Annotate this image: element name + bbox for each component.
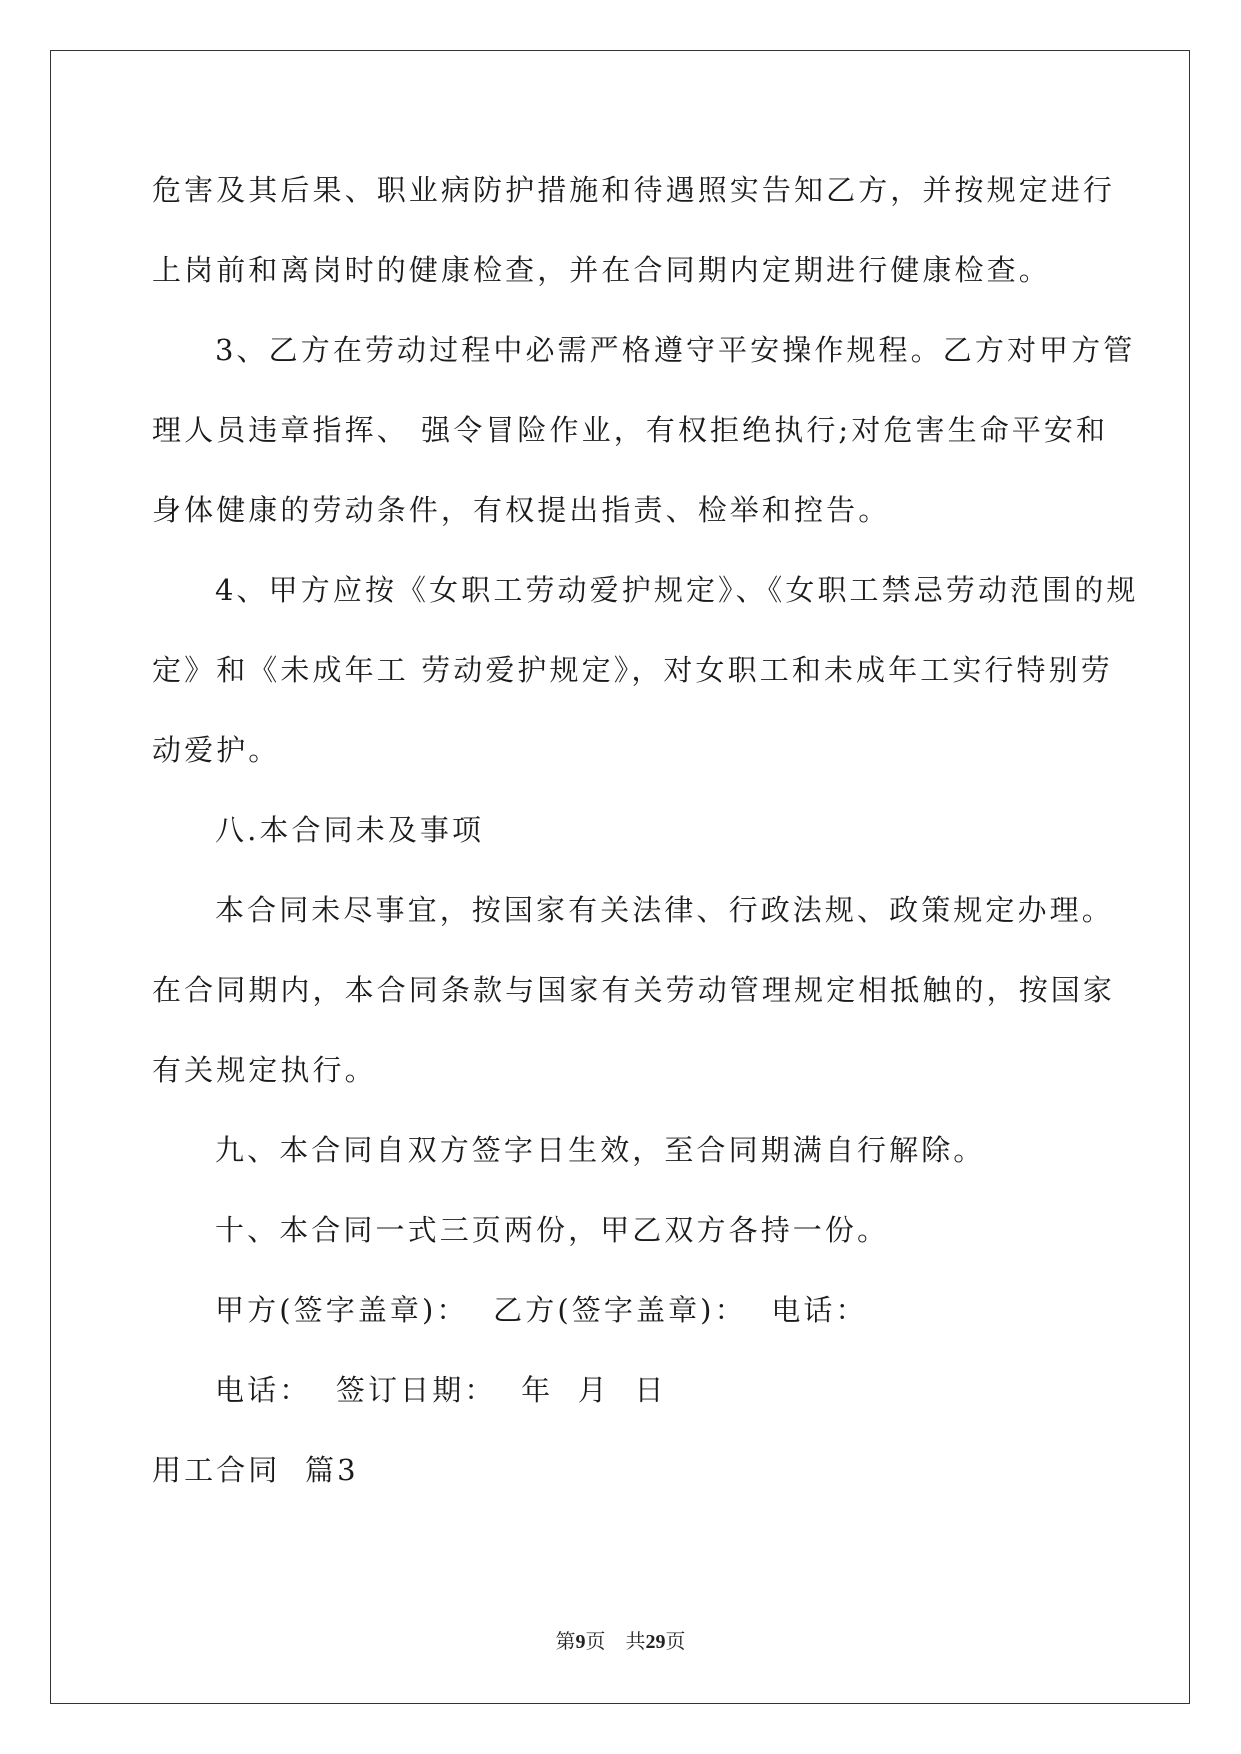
footer-total-pages: 29: [645, 1631, 666, 1653]
phone-date-line: 电话： 签订日期： 年 月 日: [215, 1373, 667, 1407]
paragraph-line: 有关规定执行。: [152, 1053, 377, 1087]
paragraph-line: 十、本合同一式三页两份，甲乙双方各持一份。: [215, 1213, 890, 1247]
footer-total-suffix: 页: [665, 1631, 686, 1653]
document-body: [152, 160, 1139, 1520]
paragraph-line: 本合同未尽事宜，按国家有关法律、行政法规、政策规定办理。: [215, 893, 1114, 927]
footer-total-prefix: 共: [625, 1631, 646, 1653]
paragraph-line: 定》和《未成年工 劳动爱护规定》，对女职工和未成年工实行特别劳: [152, 653, 1113, 687]
paragraph-line: 九、本合同自双方签字日生效，至合同期满自行解除。: [215, 1133, 986, 1167]
section-heading: 八.本合同未及事项: [215, 813, 485, 847]
footer-page-prefix: 第: [555, 1631, 576, 1653]
paragraph-line: 4、甲方应按《女职工劳动爱护规定》、《女职工禁忌劳动范围的规: [215, 573, 1139, 607]
contract-title: 用工合同 篇3: [152, 1453, 359, 1487]
paragraph-line: 上岗前和离岗时的健康检查，并在合同期内定期进行健康检查。: [152, 253, 1051, 287]
paragraph-line: 动爱护。: [152, 733, 281, 767]
page-footer: [0, 1625, 1241, 1654]
paragraph-line: 理人员违章指挥、 强令冒险作业，有权拒绝执行;对危害生命平安和: [152, 413, 1109, 447]
signature-line: 甲方(签字盖章)： 乙方(签字盖章)： 电话：: [215, 1293, 868, 1327]
footer-page-suffix: 页: [585, 1631, 606, 1653]
paragraph-line: 3、乙方在劳动过程中必需严格遵守平安操作规程。乙方对甲方管: [215, 333, 1136, 367]
paragraph-line: 身体健康的劳动条件，有权提出指责、检举和控告。: [152, 493, 891, 527]
footer-page-number: 9: [575, 1631, 586, 1653]
paragraph-line: 在合同期内，本合同条款与国家有关劳动管理规定相抵触的，按国家: [152, 973, 1116, 1007]
paragraph-line: 危害及其后果、职业病防护措施和待遇照实告知乙方，并按规定进行: [152, 173, 1116, 207]
